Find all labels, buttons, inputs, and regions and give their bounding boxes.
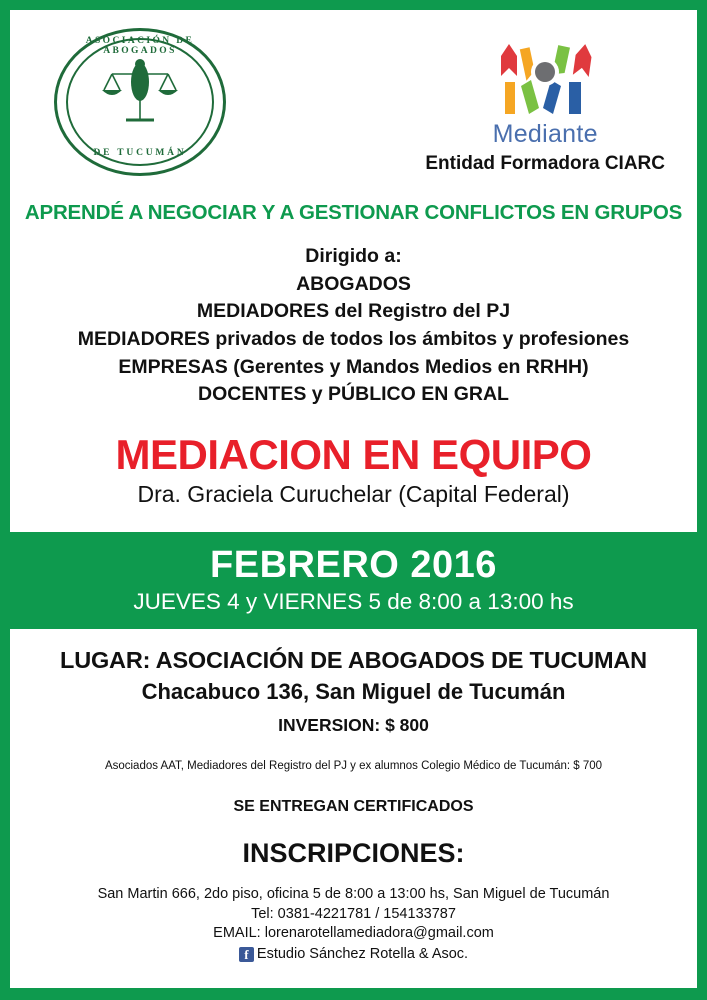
audience-line-4: EMPRESAS (Gerentes y Mandos Medios en RRHH)	[118, 355, 589, 378]
facebook-page-name: Estudio Sánchez Rotella & Asoc.	[256, 945, 469, 962]
mediante-subtitle: Entidad Formadora CIARC	[425, 153, 665, 174]
top-panel	[10, 10, 697, 532]
bottom-panel	[10, 629, 697, 988]
mediante-logo	[425, 20, 665, 175]
course-speaker: Dra. Graciela Curuchelar (Capital Federal)	[137, 481, 570, 508]
venue-price: INVERSION: $ 800	[278, 715, 429, 736]
registration-email[interactable]: EMAIL: lorenarotellamediadora@gmail.com	[213, 925, 494, 942]
seal-bottom-text: DE TUCUMÁN	[93, 148, 187, 158]
registration-contact	[24, 885, 683, 964]
venue-address: Chacabuco 136, San Miguel de Tucumán	[141, 679, 566, 705]
header	[24, 20, 683, 195]
date-month-year: FEBRERO 2016	[210, 544, 497, 587]
mediante-mark-icon	[491, 42, 599, 120]
audience-line-5: DOCENTES y PÚBLICO EN GRAL	[198, 383, 509, 406]
headline: APRENDÉ A NEGOCIAR Y A GESTIONAR CONFLICTOS EN GRUPOS	[24, 201, 683, 224]
course-title: MEDIACION EN EQUIPO	[115, 431, 592, 479]
asociacion-abogados-logo	[54, 20, 239, 185]
audience-line-1: ABOGADOS	[296, 272, 411, 295]
audience-line-2: MEDIADORES del Registro del PJ	[196, 300, 511, 323]
audience-line-3: MEDIADORES privados de todos los ámbitos y profesiones	[77, 328, 630, 351]
date-days-hours: JUEVES 4 y VIERNES 5 de 8:00 a 13:00 hs	[133, 589, 574, 615]
audience-lead: Dirigido a:	[305, 245, 402, 267]
registration-facebook[interactable]	[24, 945, 683, 965]
registration-phone: Tel: 0381-4221781 / 154133787	[251, 905, 456, 922]
venue-discount: Asociados AAT, Mediadores del Registro del PJ y ex alumnos Colegio Médico de Tucumán: $ 700	[104, 760, 603, 773]
scales-of-justice-icon	[100, 58, 180, 132]
mediante-wordmark: Mediante	[492, 120, 598, 148]
facebook-icon[interactable]: f	[239, 947, 254, 962]
registration-address: San Martin 666, 2do piso, oficina 5 de 8:00 a 13:00 hs, San Miguel de Tucumán	[97, 886, 610, 903]
registration-heading: INSCRIPCIONES:	[242, 838, 465, 869]
audience-block	[24, 243, 683, 409]
seal-top-text: ASOCIACIÓN DE ABOGADOS	[85, 36, 195, 56]
venue-place: LUGAR: ASOCIACIÓN DE ABOGADOS DE TUCUMAN	[60, 647, 647, 674]
certificates-note: SE ENTREGAN CERTIFICADOS	[233, 798, 474, 816]
date-band	[10, 532, 697, 629]
